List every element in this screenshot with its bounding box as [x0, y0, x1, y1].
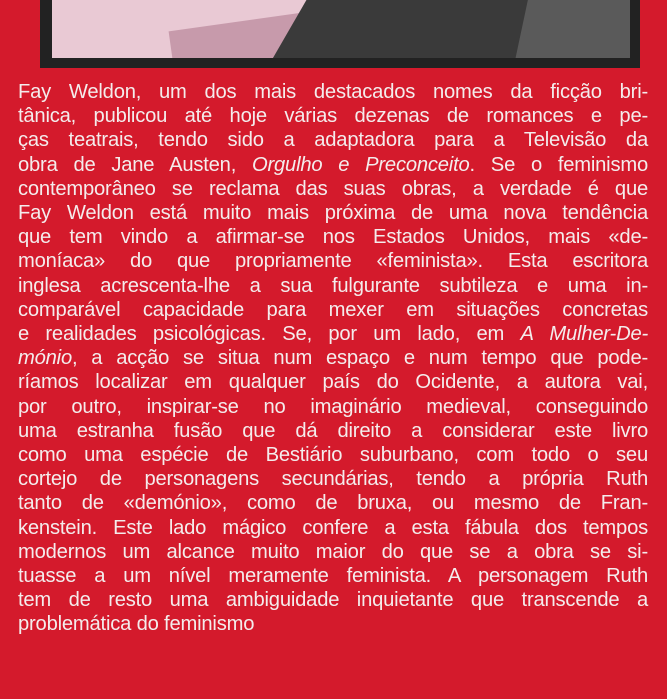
blurb-line	[18, 419, 648, 443]
blurb-line	[18, 443, 648, 467]
blurb-text: Fay Weldon, um dos mais destacados nomes da ficção bri-	[18, 81, 648, 103]
blurb-line	[18, 588, 648, 612]
blurb-text: . Se o feminismo	[469, 153, 649, 176]
blurb-text: cortejo de personagens secundárias, tendo a própria Ruth	[18, 468, 648, 491]
blurb-line	[18, 225, 648, 249]
blurb-line	[18, 298, 648, 322]
blurb-line	[18, 370, 648, 394]
blurb-line	[18, 274, 648, 298]
blurb-line	[18, 201, 648, 225]
blurb-text: ças teatrais, tendo sido a adaptadora para a Televisão da	[18, 129, 648, 152]
blurb-text: moníaca» do que propriamente «feminista». Esta escritora	[18, 250, 648, 273]
illustration-frame	[52, 0, 630, 58]
blurb-line	[18, 612, 648, 636]
book-title-italic: Orgulho e Preconceito	[251, 153, 470, 176]
blurb-line	[18, 249, 648, 273]
blurb-text: tanto de «demónio», como de bruxa, ou mesmo de Fran-	[18, 492, 648, 515]
blurb-line	[18, 177, 648, 201]
blurb-text: uma estranha fusão que dá direito a considerar este livro	[18, 419, 648, 442]
blurb-text: Fay Weldon está muito mais próxima de uma nova tendência	[18, 202, 648, 225]
back-cover-blurb	[18, 80, 648, 637]
illustration-shape	[514, 0, 630, 58]
blurb-text: ríamos localizar em qualquer país do Ocidente, a autora vai,	[18, 371, 648, 394]
blurb-line	[18, 104, 648, 128]
book-title-italic: mónio	[18, 347, 72, 370]
blurb-line	[18, 540, 648, 564]
blurb-line	[18, 395, 648, 419]
cover-illustration	[40, 0, 640, 68]
blurb-text: , a acção se situa num espaço e num tempo que pode-	[71, 347, 648, 370]
blurb-line	[18, 467, 648, 491]
blurb-text: como uma espécie de Bestiário suburbano, com todo o seu	[18, 444, 648, 467]
blurb-text: comparável capacidade para mexer em situações concretas	[18, 298, 648, 321]
blurb-text: contemporâneo se reclama das suas obras, a verdade é que	[18, 177, 648, 200]
blurb-text: e realidades psicológicas. Se, por um lado, em	[18, 323, 521, 346]
blurb-text: kenstein. Este lado mágico confere a esta fábula dos tempos	[18, 516, 648, 539]
blurb-text: tuasse a um nível meramente feminista. A personagem Ruth	[18, 565, 648, 588]
blurb-line	[18, 153, 648, 177]
blurb-line	[18, 491, 648, 515]
blurb-text: que tem vindo a afirmar-se nos Estados Unidos, mais «de-	[18, 226, 648, 249]
blurb-line	[18, 80, 648, 104]
blurb-line	[18, 516, 648, 540]
blurb-text: tem de resto uma ambiguidade inquietante que transcende a	[18, 589, 648, 612]
blurb-text: problemática do feminismo	[18, 613, 255, 636]
blurb-line	[18, 322, 648, 346]
blurb-line	[18, 128, 648, 152]
blurb-text: tânica, publicou até hoje várias dezenas de romances e pe-	[18, 105, 648, 128]
blurb-text: por outro, inspirar-se no imaginário medieval, conseguindo	[18, 395, 648, 418]
blurb-text: modernos um alcance muito maior do que se a obra se si-	[18, 540, 648, 563]
blurb-text: obra de Jane Austen,	[18, 153, 252, 176]
blurb-text: inglesa acrescenta-lhe a sua fulgurante subtileza e uma in-	[18, 274, 648, 297]
blurb-line	[18, 564, 648, 588]
book-title-italic: A Mulher-De-	[520, 323, 648, 346]
blurb-line	[18, 346, 648, 370]
